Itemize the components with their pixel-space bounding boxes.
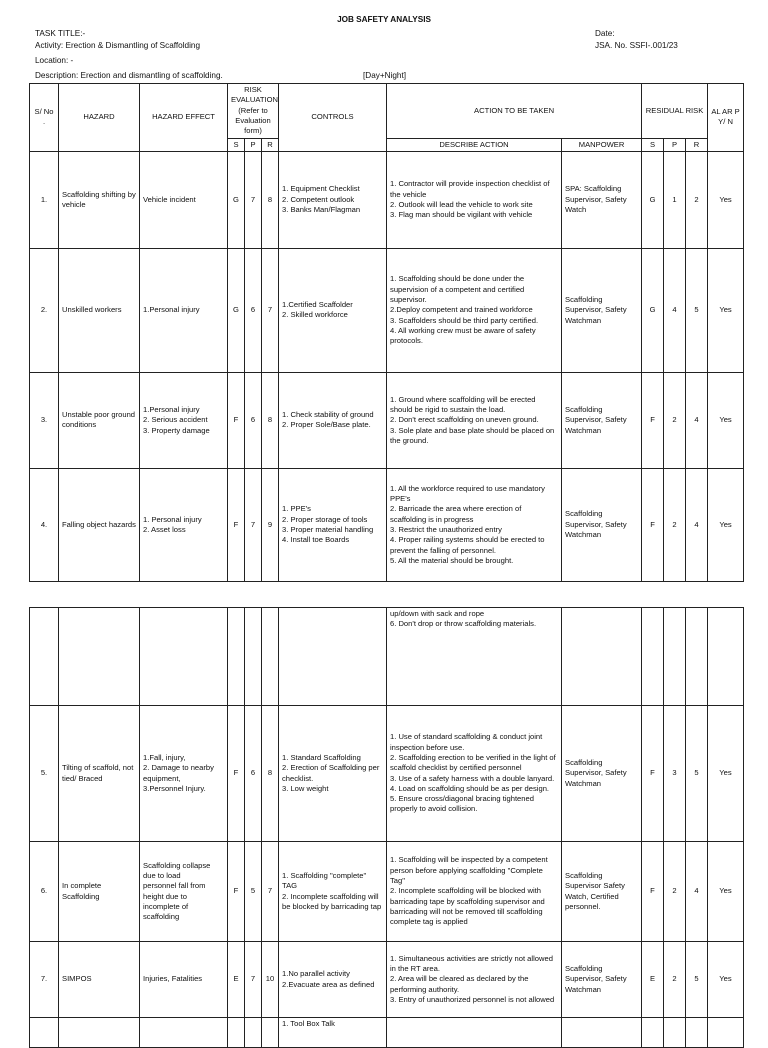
col-residual-p: P <box>664 138 686 151</box>
hazard-cell: Falling object hazards <box>59 468 140 581</box>
hazard-effect-cell <box>140 1018 228 1048</box>
header-row-1 <box>30 84 744 139</box>
col-manpower: MANPOWER <box>562 138 642 151</box>
action-cell: 1. All the workforce required to use mandatory PPE's 2. Barricade the area where erection of scaffolding is in progress 3. Restrict the unauthorized entry 4. Proper railing systems should be erected to prevent the falling of personnel. 5. All the material should be brought. <box>387 468 562 581</box>
action-cell <box>387 1018 562 1048</box>
col-r: R <box>262 138 279 151</box>
alarp-cell: Yes <box>708 942 744 1018</box>
residual-probability-cell: 2 <box>664 372 686 468</box>
risk-cell: 7 <box>262 248 279 372</box>
residual-risk-cell: 4 <box>686 842 708 942</box>
hazard-cell: Unskilled workers <box>59 248 140 372</box>
manpower-cell <box>562 1018 642 1048</box>
severity-cell: G <box>228 151 245 248</box>
probability-cell: 6 <box>245 372 262 468</box>
col-hazard: HAZARD <box>59 84 140 152</box>
risk-cell: 9 <box>262 468 279 581</box>
manpower-cell: Scaffolding Supervisor, Safety Watchman <box>562 372 642 468</box>
row-number: 3. <box>30 372 59 468</box>
hazard-cell <box>59 1018 140 1048</box>
risk-cell: 7 <box>262 842 279 942</box>
residual-risk-cell: 5 <box>686 942 708 1018</box>
residual-risk-cell: 4 <box>686 468 708 581</box>
hazard-effect-cell: Injuries, Fatalities <box>140 942 228 1018</box>
controls-cell: 1. Equipment Checklist 2. Competent outlook 3. Banks Man/Flagman <box>279 151 387 248</box>
col-sno: S/ No . <box>30 84 59 152</box>
severity-cell <box>228 1018 245 1048</box>
controls-cell: 1.No parallel activity 2.Evacuate area as defined <box>279 942 387 1018</box>
alarp-cell: Yes <box>708 151 744 248</box>
hazard-cell: Scaffolding shifting by vehicle <box>59 151 140 248</box>
residual-probability-cell: 3 <box>664 706 686 842</box>
probability-cell: 5 <box>245 842 262 942</box>
residual-severity-cell: F <box>642 842 664 942</box>
alarp-cell: Yes <box>708 372 744 468</box>
action-cell: 1. Simultaneous activities are strictly not allowed in the RT area. 2. Area will be cleared as declared by the performing authority. 3. Entry of unauthorized personnel is not allowed <box>387 942 562 1018</box>
residual-severity-cell: E <box>642 942 664 1018</box>
severity-cell: E <box>228 942 245 1018</box>
residual-probability-cell: 2 <box>664 468 686 581</box>
action-cell: 1. Contractor will provide inspection checklist of the vehicle 2. Outlook will lead the vehicle to work site 3. Flag man should be vigilant with vehicle <box>387 151 562 248</box>
table-body-2 <box>30 706 744 1048</box>
residual-probability-cell: 1 <box>664 151 686 248</box>
page-title: JOB SAFETY ANALYSIS <box>337 15 431 24</box>
col-controls: CONTROLS <box>279 84 387 152</box>
severity-cell: G <box>228 248 245 372</box>
residual-risk-cell <box>686 1018 708 1048</box>
residual-severity-cell: F <box>642 372 664 468</box>
probability-cell: 6 <box>245 248 262 372</box>
manpower-cell: SPA: Scaffolding Supervisor, Safety Watch <box>562 151 642 248</box>
description-label: Description: Erection and dismantling of scaffolding. <box>35 71 223 80</box>
col-risk-evaluation: RISK EVALUATION (Refer to Evaluation form) <box>228 84 279 139</box>
manpower-cell: Scaffolding Supervisor, Safety Watchman <box>562 468 642 581</box>
table-row <box>30 151 744 248</box>
residual-risk-cell: 2 <box>686 151 708 248</box>
residual-severity-cell: F <box>642 468 664 581</box>
jsa-table-page-1 <box>29 83 744 582</box>
action-cell: 1. Scaffolding will be inspected by a competent person before applying scaffolding "Complete Tag" 2. Incomplete scaffolding will be blocked with barricading tape by scaffolding supervisor and barricading will not be removed till scaffolding complete tag is applied <box>387 842 562 942</box>
col-p: P <box>245 138 262 151</box>
residual-probability-cell: 4 <box>664 248 686 372</box>
alarp-cell: Yes <box>708 468 744 581</box>
residual-probability-cell <box>664 1018 686 1048</box>
action-cell: 1. Ground where scaffolding will be erected should be rigid to sustain the load. 2. Don't erect scaffolding on uneven ground. 3. Sole plate and base plate should be placed on the ground. <box>387 372 562 468</box>
probability-cell: 7 <box>245 942 262 1018</box>
alarp-cell: Yes <box>708 842 744 942</box>
residual-severity-cell: G <box>642 248 664 372</box>
controls-cell: 1. Tool Box Talk <box>279 1018 387 1048</box>
hazard-effect-cell: Scaffolding collapse due to load personnel fall from height due to incomplete of scaffolding <box>140 842 228 942</box>
table-body-1 <box>30 151 744 581</box>
table-row <box>30 942 744 1018</box>
manpower-cell: Scaffolding Supervisor, Safety Watchman <box>562 706 642 842</box>
hazard-effect-cell: 1.Personal injury <box>140 248 228 372</box>
residual-risk-cell: 4 <box>686 372 708 468</box>
severity-cell: F <box>228 842 245 942</box>
col-residual-r: R <box>686 138 708 151</box>
row-number: 4. <box>30 468 59 581</box>
hazard-cell: In complete Scaffolding <box>59 842 140 942</box>
col-residual-risk: RESIDUAL RISK <box>642 84 708 139</box>
row-number: 1. <box>30 151 59 248</box>
hazard-cell: SIMPOS <box>59 942 140 1018</box>
row-number: 7. <box>30 942 59 1018</box>
residual-probability-cell: 2 <box>664 942 686 1018</box>
hazard-cell: Unstable poor ground conditions <box>59 372 140 468</box>
hazard-effect-cell: 1. Personal injury 2. Asset loss <box>140 468 228 581</box>
col-describe-action: DESCRIBE ACTION <box>387 138 562 151</box>
action-cell: 1. Scaffolding should be done under the supervision of a competent and certified supervisor. 2.Deploy competent and trained workforce 3. Scaffolders should be third party certified. 4. All working crew must be aware of safety protocols. <box>387 248 562 372</box>
risk-cell: 10 <box>262 942 279 1018</box>
controls-cell: 1. PPE's 2. Proper storage of tools 3. Proper material handling 4. Install toe Boards <box>279 468 387 581</box>
risk-cell: 8 <box>262 372 279 468</box>
probability-cell: 6 <box>245 706 262 842</box>
risk-cell <box>262 1018 279 1048</box>
severity-cell: F <box>228 372 245 468</box>
col-s: S <box>228 138 245 151</box>
manpower-cell: Scaffolding Supervisor Safety Watch, Certified personnel. <box>562 842 642 942</box>
hazard-effect-cell: 1.Personal injury 2. Serious accident 3. Property damage <box>140 372 228 468</box>
severity-cell: F <box>228 468 245 581</box>
residual-risk-cell: 5 <box>686 248 708 372</box>
col-alarp: AL AR P Y/ N <box>708 84 744 152</box>
hazard-cell: Tilting of scaffold, not tied/ Braced <box>59 706 140 842</box>
risk-cell: 8 <box>262 151 279 248</box>
date-label: Date: <box>595 29 615 38</box>
continuation-row <box>30 608 744 706</box>
location-label: Location: - <box>35 56 74 65</box>
controls-cell: 1. Scaffolding "complete" TAG 2. Incomplete scaffolding will be blocked by barricading tap <box>279 842 387 942</box>
table-row <box>30 468 744 581</box>
controls-cell: 1. Check stability of ground 2. Proper Sole/Base plate. <box>279 372 387 468</box>
controls-cell: 1. Standard Scaffolding 2. Erection of Scaffolding per checklist. 3. Low weight <box>279 706 387 842</box>
col-hazard-effect: HAZARD EFFECT <box>140 84 228 152</box>
row-number: 5. <box>30 706 59 842</box>
continuation-action: up/down with sack and rope 6. Don't drop or throw scaffolding materials. <box>387 608 562 706</box>
alarp-cell <box>708 1018 744 1048</box>
probability-cell: 7 <box>245 468 262 581</box>
action-cell: 1. Use of standard scaffolding & conduct joint inspection before use. 2. Scaffolding erection to be verified in the light of scaffold checklist by certified personnel 3. Use of a safety harness with a double lanyard. 4. Load on scaffolding should be as per design. 5. Ensure cross/diagonal bracing tightened properly to avoid collision. <box>387 706 562 842</box>
severity-cell: F <box>228 706 245 842</box>
task-title: TASK TITLE:- <box>35 29 86 38</box>
jsa-table-page-2 <box>29 607 744 1048</box>
probability-cell <box>245 1018 262 1048</box>
row-number: 6. <box>30 842 59 942</box>
shift-label: [Day+Night] <box>363 71 407 80</box>
controls-cell: 1.Certified Scaffolder 2. Skilled workforce <box>279 248 387 372</box>
row-number <box>30 1018 59 1048</box>
residual-probability-cell: 2 <box>664 842 686 942</box>
col-action-to-be-taken: ACTION TO BE TAKEN <box>387 84 642 139</box>
residual-severity-cell <box>642 1018 664 1048</box>
row-number: 2. <box>30 248 59 372</box>
residual-risk-cell: 5 <box>686 706 708 842</box>
manpower-cell: Scaffolding Supervisor, Safety Watchman <box>562 248 642 372</box>
hazard-effect-cell: Vehicle incident <box>140 151 228 248</box>
probability-cell: 7 <box>245 151 262 248</box>
table-row <box>30 372 744 468</box>
table-row <box>30 842 744 942</box>
jsa-number: JSA. No. SSFI-.001/23 <box>595 41 678 50</box>
col-residual-s: S <box>642 138 664 151</box>
risk-cell: 8 <box>262 706 279 842</box>
alarp-cell: Yes <box>708 706 744 842</box>
table-row <box>30 706 744 842</box>
hazard-effect-cell: 1.Fall, injury, 2. Damage to nearby equipment, 3.Personnel Injury. <box>140 706 228 842</box>
table-row <box>30 248 744 372</box>
residual-severity-cell: G <box>642 151 664 248</box>
alarp-cell: Yes <box>708 248 744 372</box>
activity-label: Activity: Erection & Dismantling of Scaffolding <box>35 41 201 50</box>
manpower-cell: Scaffolding Supervisor, Safety Watchman <box>562 942 642 1018</box>
residual-severity-cell: F <box>642 706 664 842</box>
table-row <box>30 1018 744 1048</box>
